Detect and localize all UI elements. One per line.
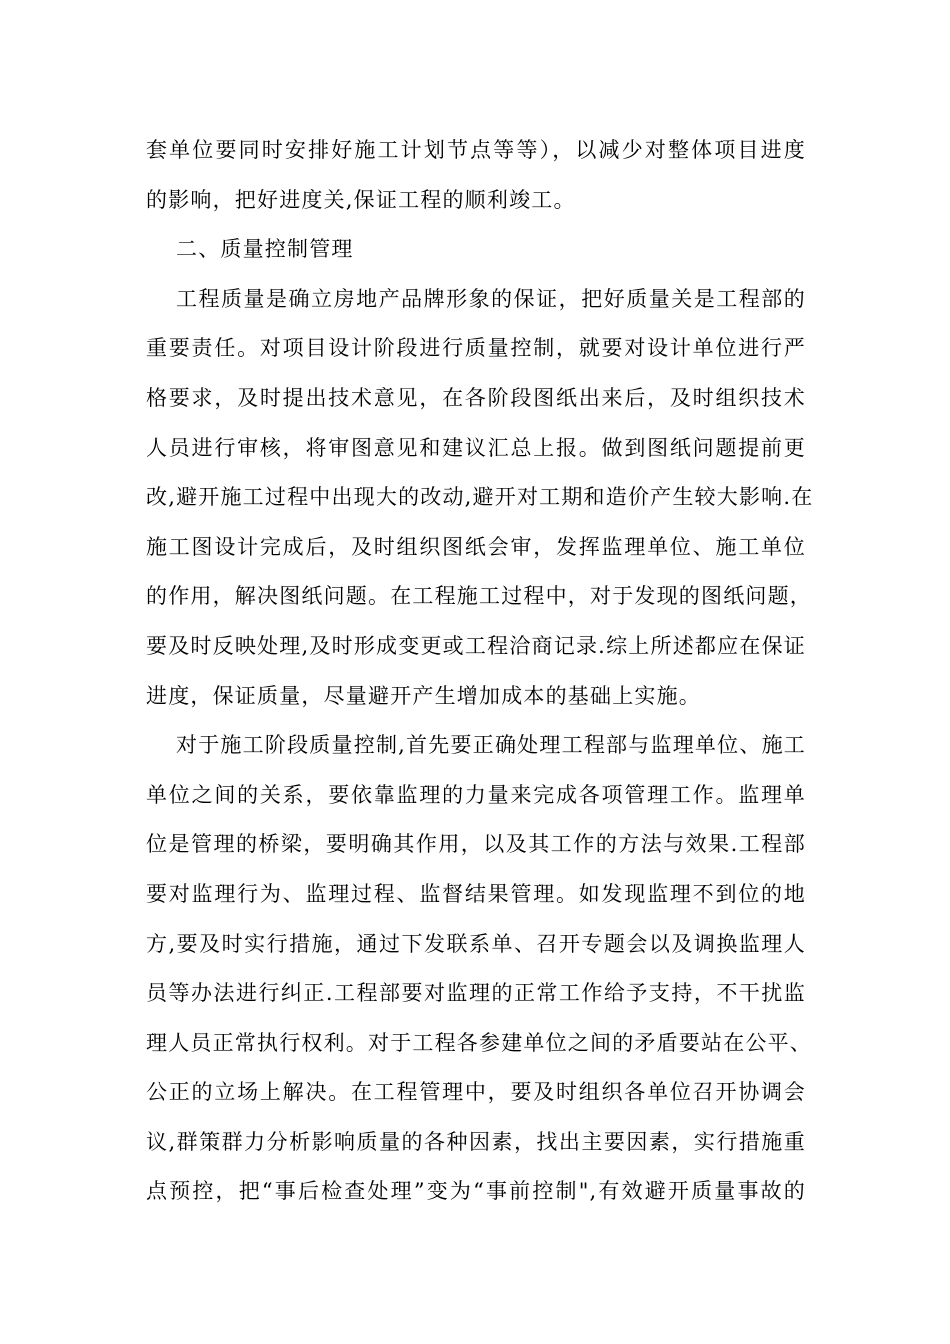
body-text (146, 126, 814, 1217)
text-line: 方,要及时实行措施，通过下发联系单、召开专题会以及调换监理人 (146, 931, 806, 956)
text-line: 施工图设计完成后，及时组织图纸会审，发挥监理单位、施工单位 (146, 534, 806, 559)
text-line: 的作用，解决图纸问题。在工程施工过程中，对于发现的图纸问题， (146, 584, 812, 609)
text-line: 议,群策群力分析影响质量的各种因素，找出主要因素，实行措施重 (146, 1129, 806, 1154)
text-line: 公正的立场上解决。在工程管理中，要及时组织各单位召开协调会 (146, 1080, 806, 1105)
text-line: 单位之间的关系，要依靠监理的力量来完成各项管理工作。监理单 (146, 782, 806, 807)
text-line: 的影响，把好进度关,保证工程的顺利竣工。 (146, 187, 576, 212)
text-line: 要及时反映处理,及时形成变更或工程洽商记录.综上所述都应在保证 (146, 633, 806, 658)
text-line: 进度，保证质量，尽量避开产生增加成本的基础上实施。 (146, 683, 701, 708)
text-line: 格要求，及时提出技术意见，在各阶段图纸出来后，及时组织技术 (146, 385, 806, 410)
text-line: 位是管理的桥梁，要明确其作用，以及其工作的方法与效果.工程部 (146, 832, 806, 857)
text-line: 要对监理行为、监理过程、监督结果管理。如发现监理不到位的地 (146, 881, 806, 906)
text-line: 重要责任。对项目设计阶段进行质量控制，就要对设计单位进行严 (146, 336, 806, 361)
text-line: 改,避开施工过程中出现大的改动,避开对工期和造价产生较大影响.在 (146, 485, 814, 510)
text-line: 人员进行审核，将审图意见和建议汇总上报。做到图纸问题提前更 (146, 435, 806, 460)
text-line: 员等办法进行纠正.工程部要对监理的正常工作给予支持，不干扰监 (146, 981, 806, 1006)
text-line: 点预控，把“事后检查处理”变为“事前控制",有效避开质量事故的 (146, 1179, 806, 1204)
text-line: 理人员正常执行权利。对于工程各参建单位之间的矛盾要站在公平、 (146, 1030, 812, 1055)
section-heading: 二、质量控制管理 (176, 237, 354, 262)
text-line: 套单位要同时安排好施工计划节点等等），以减少对整体项目进度 (146, 138, 806, 162)
text-line: 对于施工阶段质量控制,首先要正确处理工程部与监理单位、施工 (176, 733, 806, 758)
text-line: 工程质量是确立房地产品牌形象的保证，把好质量关是工程部的 (176, 286, 806, 311)
